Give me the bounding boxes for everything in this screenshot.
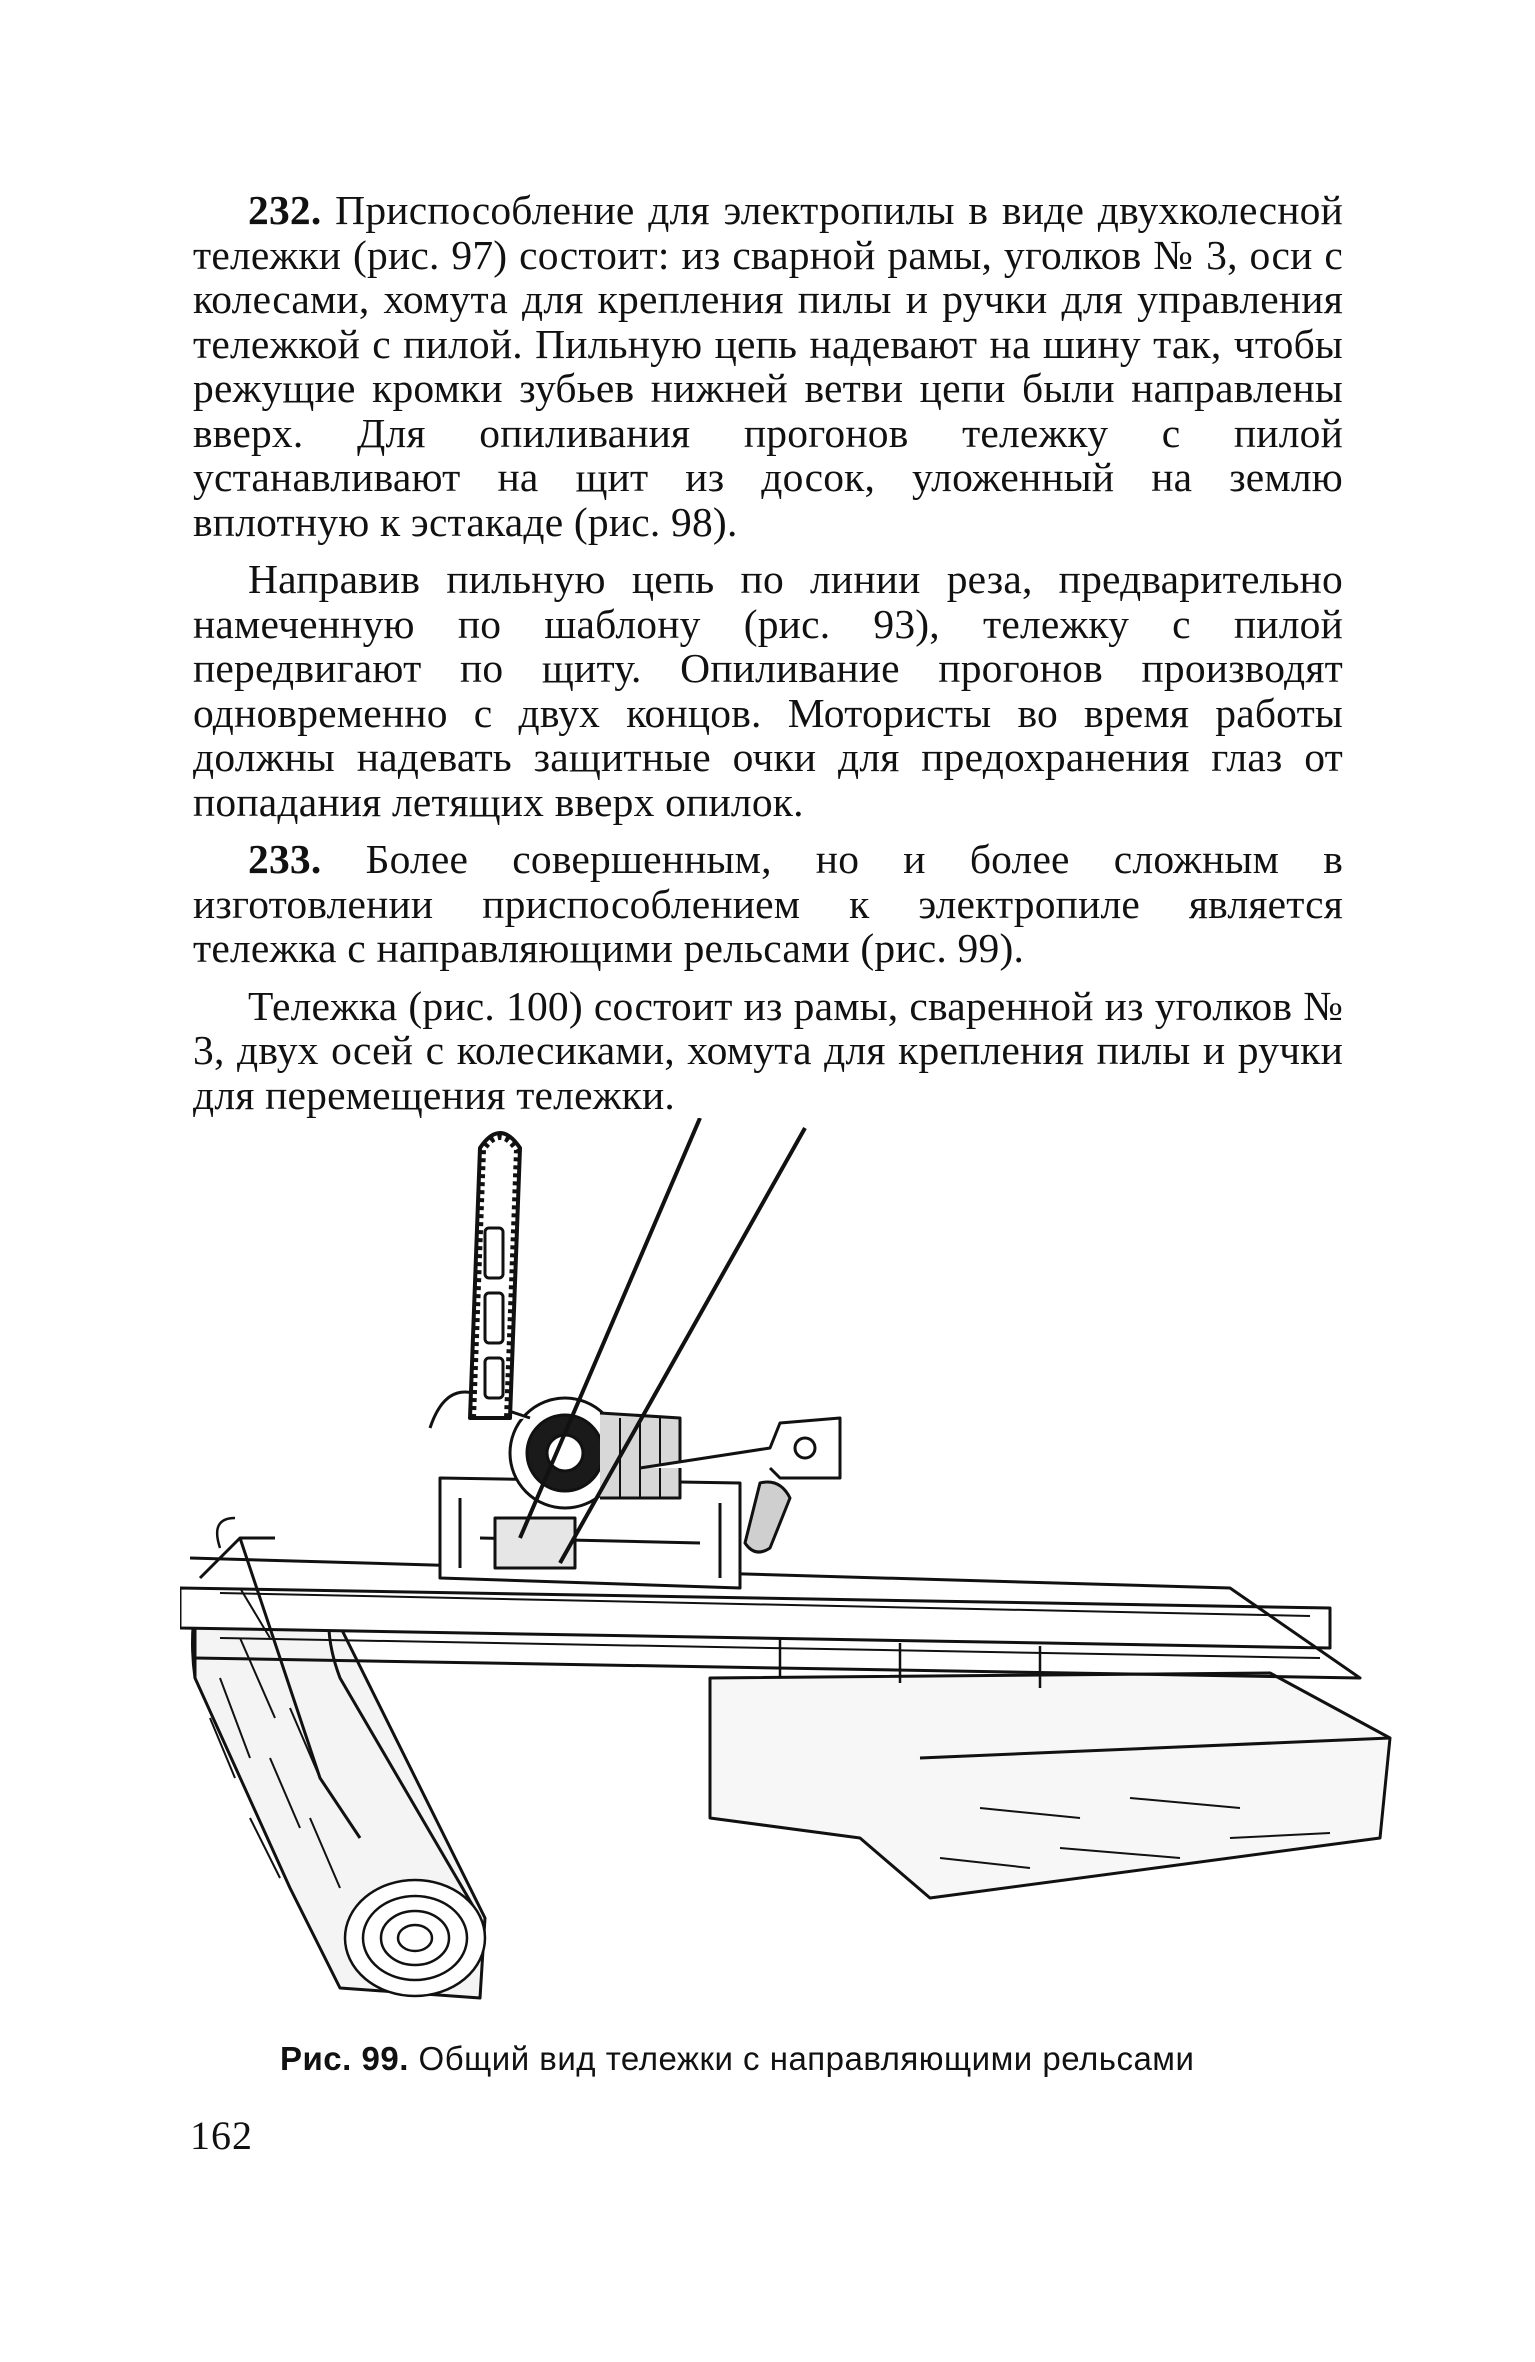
figure-99-illustration	[180, 1118, 1400, 2023]
chainsaw-bar	[470, 1133, 520, 1418]
figure-caption-text: Общий вид тележки с направляющими рельсами	[418, 2040, 1195, 2077]
paragraph-text: Направив пильную цепь по линии реза, предварительно намеченную по шаблону (рис. 93), тележку с пилой передвигают по щиту. Опиливание прогонов производят одновременно с двух концов. Мотористы во время работы должны надевать защитные очки для предохранения глаз от попадания летящих вверх опилок.	[193, 556, 1343, 825]
paragraph-232	[193, 188, 1343, 544]
paragraph-233	[193, 837, 1343, 971]
paragraph-text: Тележка (рис. 100) состоит из рамы, сваренной из уголков № 3, двух осей с колесиками, хомута для крепления пилы и ручки для перемещения тележки.	[193, 982, 1343, 1118]
paragraph-232-continued	[193, 557, 1343, 824]
figure-caption	[280, 2040, 1280, 2078]
paragraph-text: Более совершенным, но и более сложным в изготовлении приспособлением к электропиле является тележка с направляющими рельсами (рис. 99).	[193, 836, 1343, 971]
page-number: 162	[190, 2113, 253, 2158]
paragraph-233-continued	[193, 984, 1343, 1118]
paragraph-text: Приспособление для электропилы в виде двухколесной тележки (рис. 97) состоит: из сварной рамы, уголков № 3, оси с колесами, хомута для крепления пилы и ручки для управления тележкой с пилой. Пильную цепь надевают на шину так, чтобы режущие кромки зубьев нижней ветви цепи были направлены вверх. Для опиливания прогонов тележку с пилой устанавливают на щит из досок, уложенный на землю вплотную к эстакаде (рис. 98).	[193, 187, 1343, 545]
cart-drawing	[180, 1118, 1400, 2023]
section-number: 233.	[248, 836, 322, 882]
right-plank	[710, 1673, 1390, 1898]
figure-label: Рис. 99.	[280, 2040, 409, 2077]
log-end-grain	[345, 1880, 485, 1996]
section-number: 232.	[248, 187, 322, 233]
body-text	[193, 188, 1343, 1117]
